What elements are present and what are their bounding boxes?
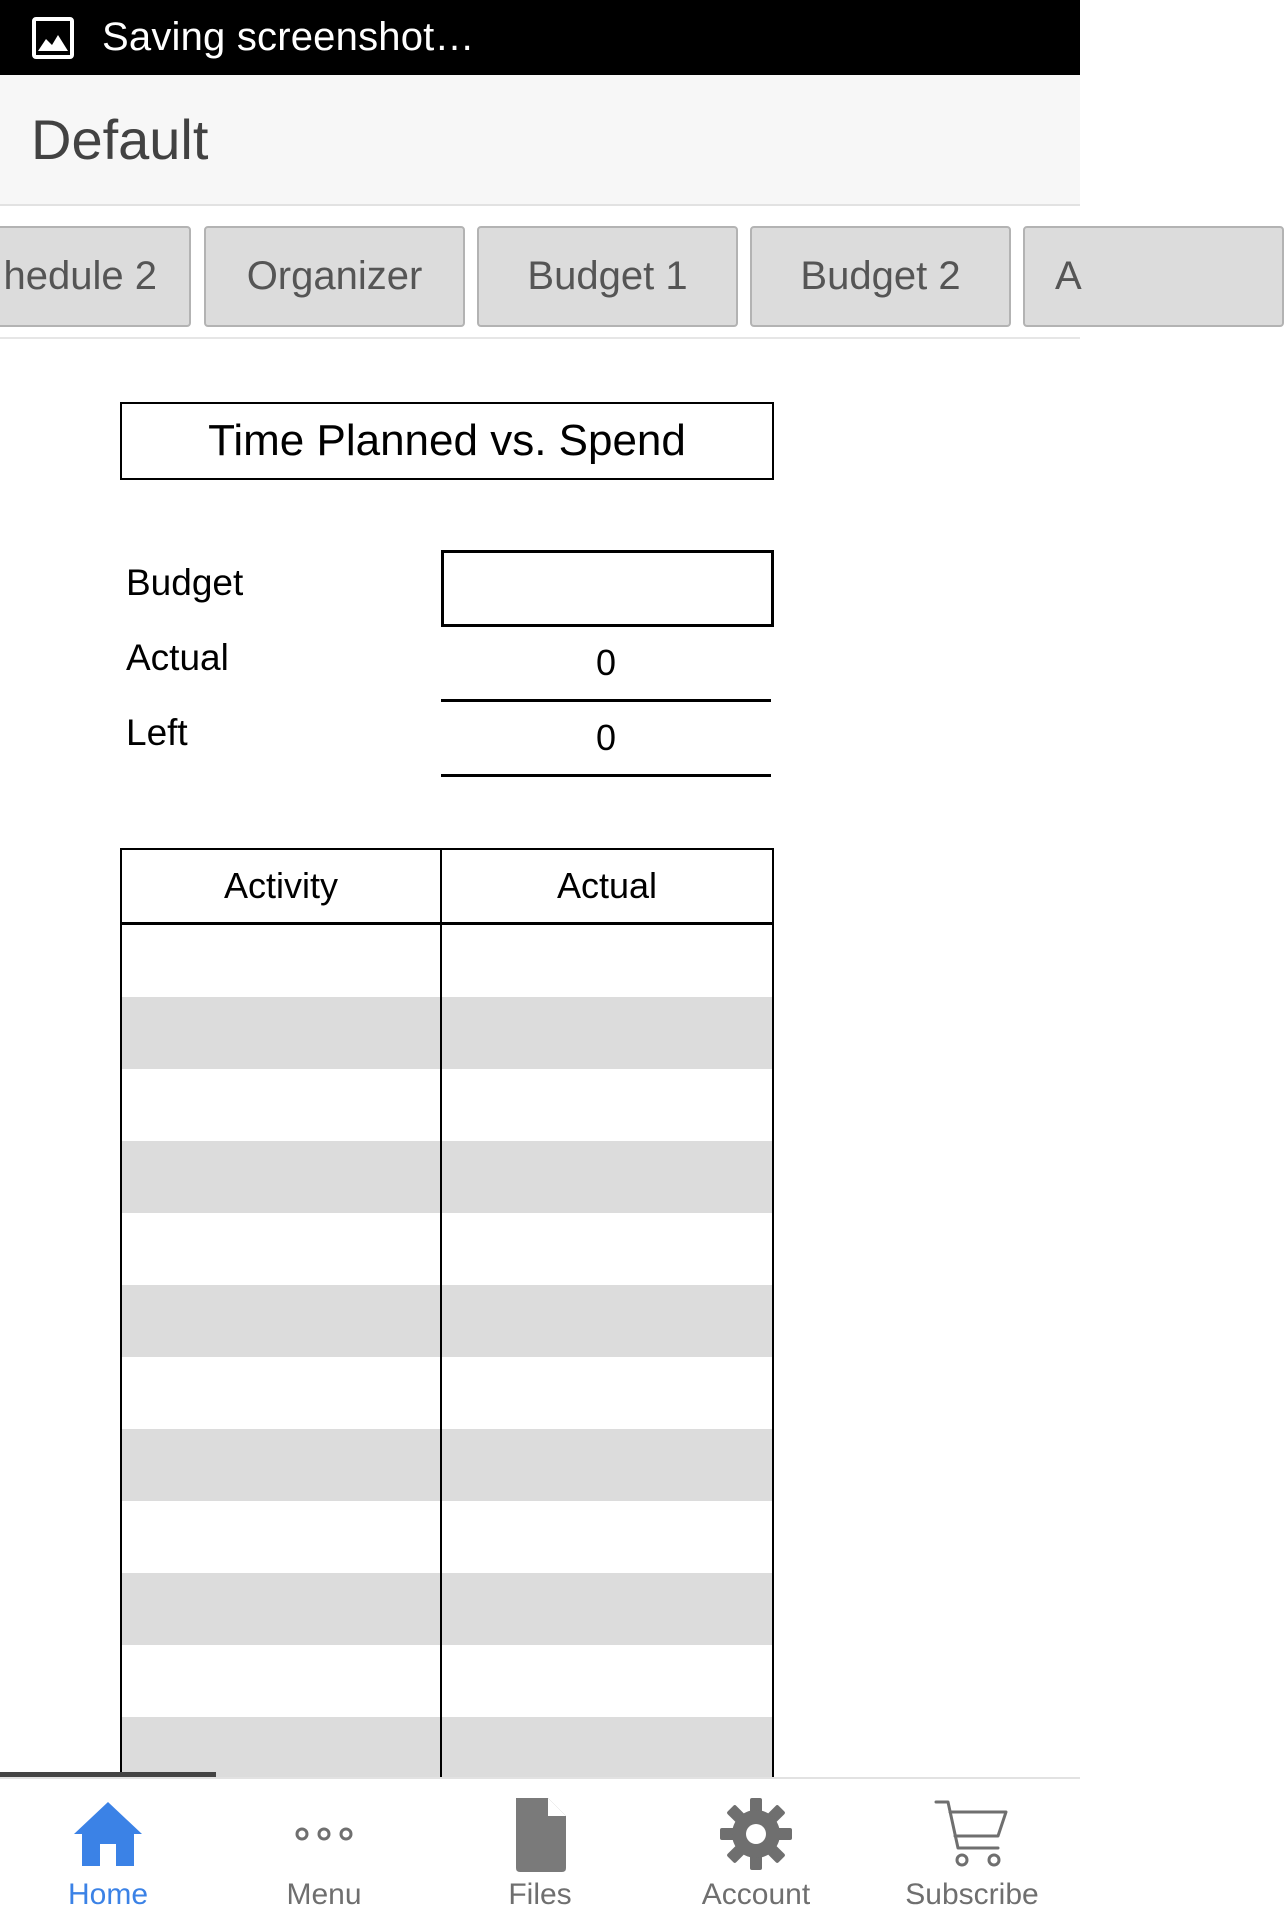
- sheet-content: [0, 340, 1080, 1772]
- nav-account[interactable]: [648, 1779, 864, 1922]
- tab-schedule-2[interactable]: [0, 226, 191, 327]
- sheet-title: Time Planned vs. Spend: [120, 402, 774, 480]
- table-row[interactable]: [122, 1501, 772, 1573]
- tab-organizer[interactable]: [204, 226, 465, 327]
- cell-activity[interactable]: [122, 1501, 442, 1573]
- tab-budget-1[interactable]: [477, 226, 738, 327]
- cell-activity[interactable]: [122, 1645, 442, 1717]
- page-title: Default: [31, 108, 209, 171]
- cell-activity[interactable]: [122, 1213, 442, 1285]
- table-row[interactable]: [122, 1645, 772, 1717]
- home-icon: [72, 1794, 144, 1874]
- nav-home[interactable]: [0, 1779, 216, 1922]
- app-header: [0, 75, 1080, 206]
- actual-label: Actual: [126, 637, 229, 678]
- budget-label: Budget: [126, 562, 244, 603]
- sheet-tabs[interactable]: [0, 206, 1080, 339]
- cell-actual[interactable]: [442, 1573, 772, 1645]
- cell-activity[interactable]: [122, 1573, 442, 1645]
- cell-actual[interactable]: [442, 1357, 772, 1429]
- left-label: Left: [126, 712, 188, 753]
- more-dots-icon: [288, 1794, 360, 1874]
- table-row[interactable]: [122, 1285, 772, 1357]
- tab-label: A: [1055, 254, 1082, 298]
- cell-actual[interactable]: [442, 1285, 772, 1357]
- nav-subscribe[interactable]: [864, 1779, 1080, 1922]
- nav-menu[interactable]: [216, 1779, 432, 1922]
- actual-value: 0: [441, 627, 771, 702]
- screenshot-icon: [32, 17, 74, 59]
- cell-activity[interactable]: [122, 1069, 442, 1141]
- table-header: [122, 850, 772, 925]
- nav-label-account: Account: [701, 1878, 811, 1911]
- left-value: 0: [441, 702, 771, 777]
- table-row[interactable]: [122, 997, 772, 1069]
- table-row[interactable]: [122, 1141, 772, 1213]
- nav-label-subscribe: Subscribe: [905, 1878, 1039, 1911]
- table-body: [122, 925, 772, 1789]
- tab-label: Budget 1: [527, 254, 688, 298]
- cart-icon: [932, 1794, 1012, 1874]
- cell-actual[interactable]: [442, 1429, 772, 1501]
- cell-activity[interactable]: [122, 997, 442, 1069]
- cell-activity[interactable]: [122, 1357, 442, 1429]
- tab-label: hedule 2: [3, 254, 157, 298]
- file-icon: [504, 1794, 576, 1874]
- tab-label: Organizer: [246, 254, 423, 298]
- cell-activity[interactable]: [122, 1285, 442, 1357]
- cell-actual[interactable]: [442, 1069, 772, 1141]
- status-text: Saving screenshot…: [102, 15, 475, 59]
- nav-label-files: Files: [508, 1878, 572, 1911]
- cell-actual[interactable]: [442, 1501, 772, 1573]
- nav-label-menu: Menu: [286, 1878, 362, 1911]
- table-row[interactable]: [122, 1213, 772, 1285]
- cell-actual[interactable]: [442, 1645, 772, 1717]
- nav-label-home: Home: [67, 1878, 149, 1911]
- status-bar: [0, 0, 1080, 75]
- cell-actual[interactable]: [442, 1213, 772, 1285]
- activity-table: [120, 848, 774, 1789]
- cell-actual[interactable]: [442, 1141, 772, 1213]
- tab-label: Budget 2: [800, 254, 961, 298]
- bottom-nav: [0, 1777, 1080, 1920]
- budget-input[interactable]: [441, 550, 774, 627]
- tab-partial-next[interactable]: [1023, 226, 1284, 327]
- nav-files[interactable]: [432, 1779, 648, 1922]
- cell-activity[interactable]: [122, 1141, 442, 1213]
- table-row[interactable]: [122, 1357, 772, 1429]
- cell-activity[interactable]: [122, 925, 442, 997]
- table-row[interactable]: [122, 925, 772, 997]
- cell-actual[interactable]: [442, 925, 772, 997]
- column-header-actual: Actual: [556, 865, 658, 906]
- cell-actual[interactable]: [442, 997, 772, 1069]
- cell-activity[interactable]: [122, 1429, 442, 1501]
- table-row[interactable]: [122, 1573, 772, 1645]
- tab-budget-2[interactable]: [750, 226, 1011, 327]
- table-row[interactable]: [122, 1429, 772, 1501]
- gear-icon: [718, 1794, 794, 1874]
- table-row[interactable]: [122, 1069, 772, 1141]
- column-header-activity: Activity: [122, 850, 442, 922]
